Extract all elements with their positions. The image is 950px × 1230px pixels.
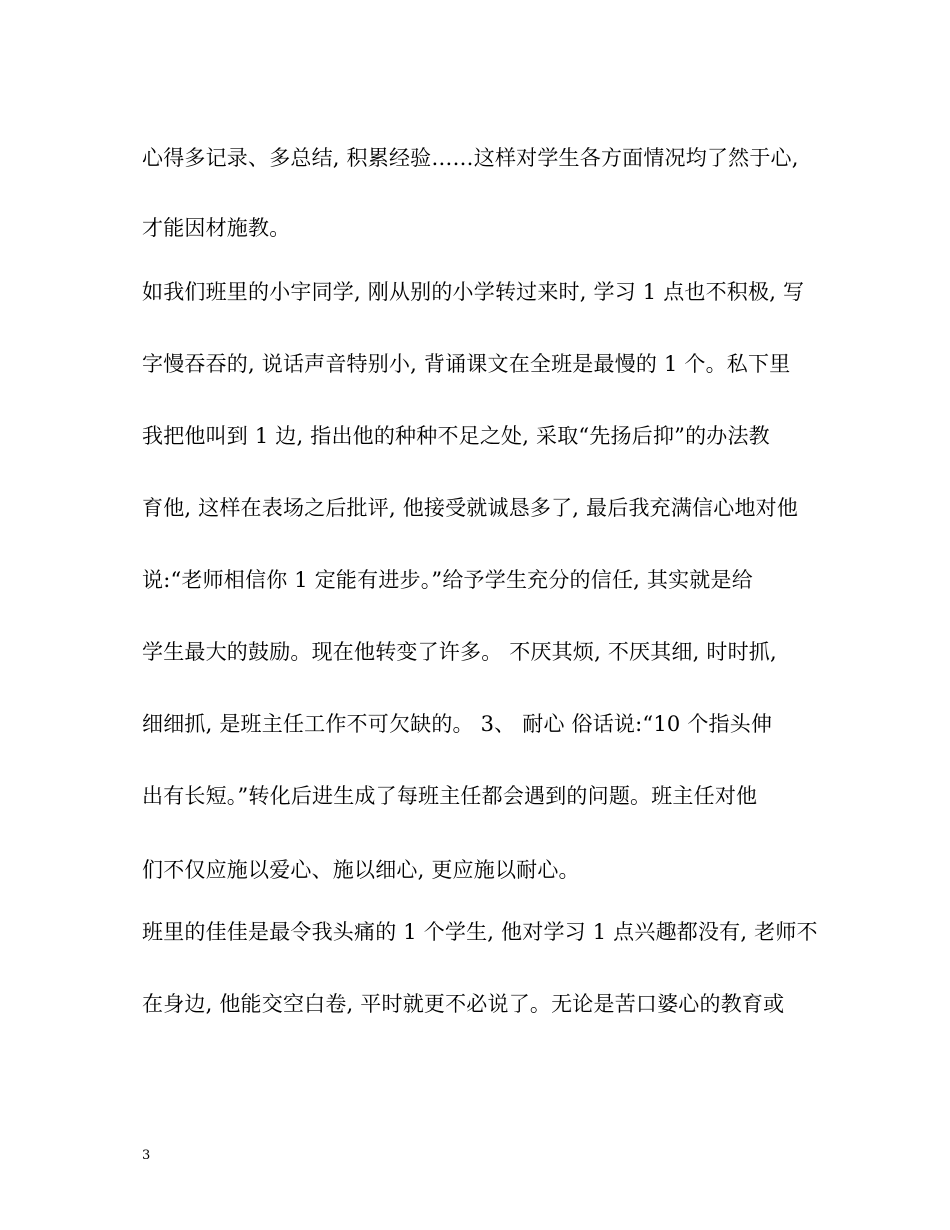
text-line: 出有长短。”转化后进生成了每班主任都会遇到的问题。班主任对他 xyxy=(142,784,758,808)
text-line: 说:“老师相信你 1 定能有进步。”给予学生充分的信任, 其实就是给 xyxy=(142,568,753,592)
text-line: 在身边, 他能交空白卷, 平时就更不必说了。无论是苦口婆心的教育或 xyxy=(142,992,785,1016)
text-line: 如我们班里的小宇同学, 刚从别的小学转过来时, 学习 1 点也不积极, 写 xyxy=(142,280,805,304)
text-line: 班里的佳佳是最令我头痛的 1 个学生, 他对学习 1 点兴趣都没有, 老师不 xyxy=(142,920,818,944)
text-line: 学生最大的鼓励。现在他转变了许多。 不厌其烦, 不厌其细, 时时抓, xyxy=(142,640,777,664)
page-number: 3 xyxy=(142,1148,151,1163)
text-line: 才能因材施教。 xyxy=(142,216,291,240)
text-line: 字慢吞吞的, 说话声音特别小, 背诵课文在全班是最慢的 1 个。私下里 xyxy=(142,352,791,376)
text-line: 们不仅应施以爱心、施以细心, 更应施以耐心。 xyxy=(142,858,580,882)
text-line: 细细抓, 是班主任工作不可欠缺的。 3、 耐心 俗话说:“10 个指头伸 xyxy=(142,712,773,736)
text-line: 我把他叫到 1 边, 指出他的种种不足之处, 采取“先扬后抑”的办法教 xyxy=(142,424,770,448)
text-line: 心得多记录、多总结, 积累经验……这样对学生各方面情况均了然于心, xyxy=(142,146,799,170)
text-line: 育他, 这样在表场之后批评, 他接受就诚恳多了, 最后我充满信心地对他 xyxy=(142,496,799,520)
